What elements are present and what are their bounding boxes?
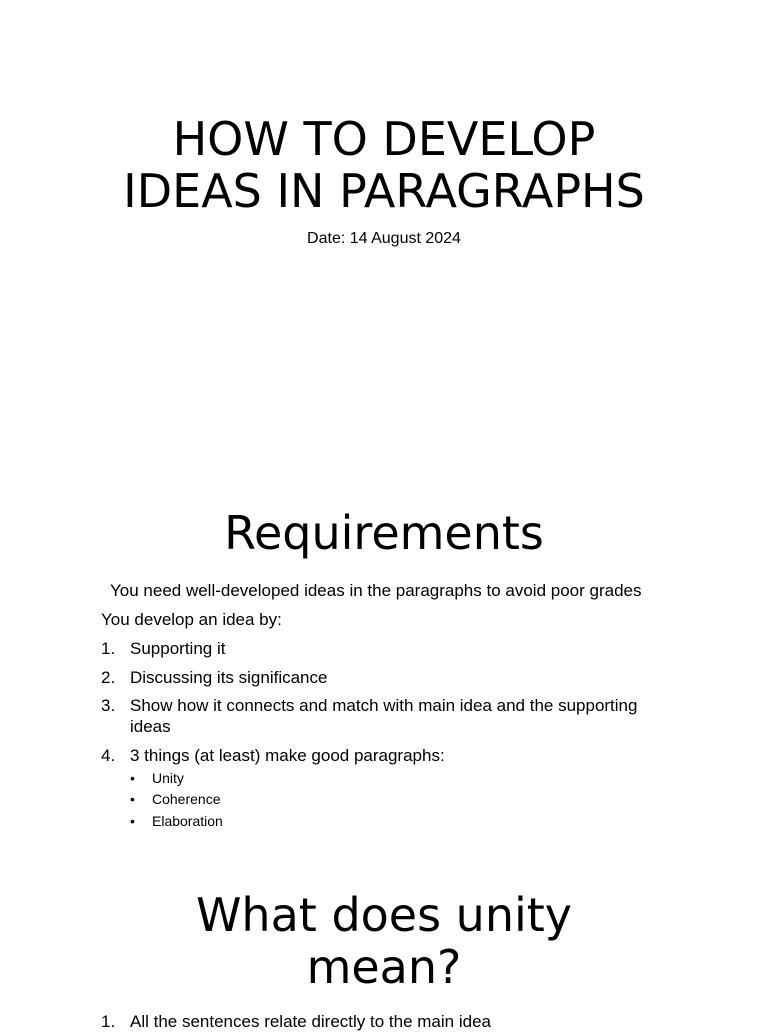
- list-item-text: Discussing its significance: [130, 667, 328, 687]
- sub-list-item-text: Unity: [152, 769, 184, 786]
- paragraph-qualities-list: [130, 768, 671, 833]
- lead-text: You develop an idea by:: [101, 610, 282, 629]
- requirements-list: [101, 638, 671, 840]
- sub-list-item: [130, 789, 671, 811]
- unity-heading-line-1: What does unity: [195, 888, 573, 942]
- list-item: [101, 1011, 671, 1032]
- title-line-2: IDEAS IN PARAGRAPHS: [123, 164, 645, 218]
- sub-list-item: [130, 768, 671, 790]
- list-item-number: 2.: [101, 667, 116, 687]
- sub-list-item: [130, 811, 671, 833]
- list-item-number: 1.: [101, 1012, 116, 1031]
- title-line-1: HOW TO DEVELOP: [172, 112, 596, 166]
- list-item-text: All the sentences relate directly to the main idea: [130, 1012, 491, 1031]
- bullet-icon: •: [130, 791, 135, 807]
- list-item-number: 3.: [101, 696, 116, 715]
- list-item: [101, 638, 671, 659]
- list-item-text: Show how it connects and match with main idea and the supporting ideas: [130, 696, 638, 736]
- sub-list-item-text: Elaboration: [152, 812, 223, 829]
- intro-text: You need well-developed ideas in the paragraphs to avoid poor grades: [110, 581, 642, 600]
- sub-list-item-text: Coherence: [152, 791, 221, 807]
- list-item-text: 3 things (at least) make good paragraphs:: [130, 745, 445, 765]
- bullet-icon: •: [130, 812, 135, 829]
- unity-heading: [0, 889, 768, 993]
- list-item-text: Supporting it: [130, 639, 226, 658]
- list-item: [101, 745, 671, 833]
- list-item-number: 4.: [101, 745, 116, 765]
- document-title: [0, 113, 768, 217]
- list-item: [101, 667, 671, 688]
- document-date: Date: 14 August 2024: [307, 230, 461, 247]
- unity-list: [101, 1011, 671, 1032]
- list-item-number: 1.: [101, 639, 116, 658]
- requirements-heading: Requirements: [224, 506, 544, 560]
- list-item: [101, 695, 671, 737]
- bullet-icon: •: [130, 769, 135, 786]
- unity-heading-line-2: mean?: [306, 940, 462, 994]
